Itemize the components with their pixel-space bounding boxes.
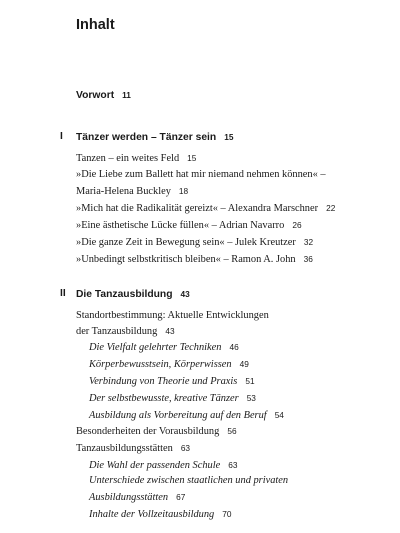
section-2-page: 43 xyxy=(180,289,190,299)
toc-subentry-text: Die Wahl der passenden Schule xyxy=(89,460,221,471)
toc-entry-text: Tanzen – ein weites Feld xyxy=(76,153,180,164)
section-2-title: Die Tanzausbildung xyxy=(76,289,173,300)
section-2-heading[interactable] xyxy=(76,286,190,303)
section-1-number: I xyxy=(60,131,63,142)
toc-entry-text: »Eine ästhetische Lücke füllen« – Adrian Navarro xyxy=(76,220,285,231)
toc-subentry-text: Die Vielfalt gelehrter Techniken xyxy=(89,342,222,353)
toc-entry-text: Tanzausbildungsstätten xyxy=(76,443,173,454)
toc-entry-text: »Unbedingt selbstkritisch bleiben« – Ramon A. John xyxy=(76,254,296,265)
toc-entry-page: 70 xyxy=(222,509,232,519)
section-1-title: Tänzer werden – Tänzer sein xyxy=(76,132,217,143)
toc-entry-text: Maria-Helena Buckley xyxy=(76,186,171,197)
toc-entry-page: 53 xyxy=(246,393,256,403)
toc-entry-page: 18 xyxy=(178,186,189,196)
foreword-page: 11 xyxy=(122,90,131,100)
toc-entry-page: 67 xyxy=(176,492,186,502)
toc-entry-page: 32 xyxy=(303,237,314,247)
toc-entry-page: 49 xyxy=(239,359,249,369)
toc-entry-page: 36 xyxy=(303,254,313,264)
section-1-page: 15 xyxy=(224,132,234,142)
toc-entry-text: »Die ganze Zeit in Bewegung sein« – Julek Kreutzer xyxy=(76,237,296,248)
toc-entry-page: 26 xyxy=(292,220,302,230)
toc-title: Inhalt xyxy=(76,17,115,33)
toc-subentry-text: Verbindung von Theorie und Praxis xyxy=(89,376,238,387)
toc-entry-page: 22 xyxy=(326,203,336,213)
toc-subentry-text: Inhalte der Vollzeitausbildung xyxy=(89,509,215,520)
toc-entry-page: 51 xyxy=(245,376,255,386)
toc-entry-text: »Die Liebe zum Ballett hat mir niemand nehmen können« – xyxy=(76,169,326,180)
toc-entry-text: Besonderheiten der Vorausbildung xyxy=(76,426,220,437)
toc-entry-page: 46 xyxy=(229,342,239,352)
foreword-label: Vorwort xyxy=(76,90,115,101)
toc-subentry-text: Ausbildungsstätten xyxy=(89,492,169,503)
toc-foreword[interactable] xyxy=(76,87,131,104)
toc-subentry-text: Der selbstbewusste, kreative Tänzer xyxy=(89,393,239,404)
section-2-number: II xyxy=(60,288,66,299)
toc-entry-page: 63 xyxy=(180,443,191,453)
toc-entry-page: 43 xyxy=(165,326,175,336)
toc-entry-page: 56 xyxy=(227,426,237,436)
toc-subentry-text: Ausbildung als Vorbereitung auf den Beruf xyxy=(89,410,267,421)
toc-entry-page: 15 xyxy=(187,153,197,163)
section-1-heading[interactable] xyxy=(76,129,233,146)
toc-entry-text: der Tanzausbildung xyxy=(76,326,158,337)
toc-entry-page: 63 xyxy=(228,460,238,470)
toc-subentry[interactable] xyxy=(89,505,232,524)
toc-subentry-text: Unterschiede zwischen staatlichen und privaten xyxy=(89,475,289,486)
toc-subentry-text: Körperbewusstsein, Körperwissen xyxy=(89,359,232,370)
toc-entry-text: Standortbestimmung: Aktuelle Entwicklungen xyxy=(76,310,269,321)
toc-entry[interactable] xyxy=(76,250,313,269)
toc-entry-text: »Mich hat die Radikalität gereizt« – Alexandra Marschner xyxy=(76,203,319,214)
toc-entry-page: 54 xyxy=(274,410,284,420)
